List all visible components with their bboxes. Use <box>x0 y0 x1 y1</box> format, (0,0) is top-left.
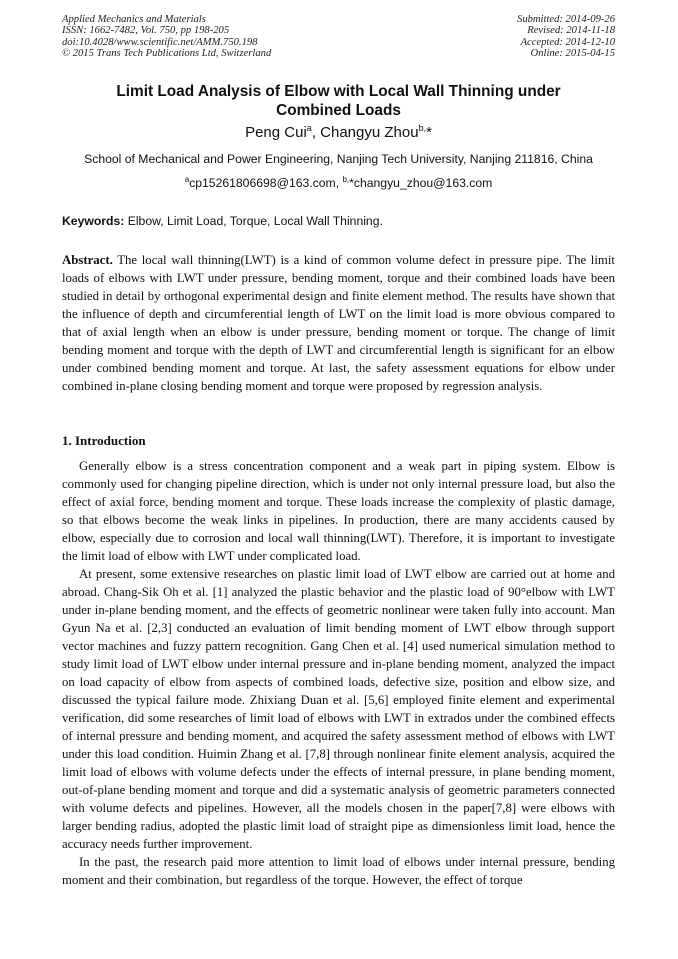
section-heading-introduction: 1. Introduction <box>62 433 146 448</box>
copyright-line: © 2015 Trans Tech Publications Ltd, Switzerland <box>62 48 272 60</box>
abstract <box>62 251 615 395</box>
body-paragraph: In the past, the research paid more attention to limit load of elbows under internal pressure, bending moment and their combination, but regardless of the torque. However, the effect of torque <box>62 855 615 887</box>
online-date: Online: 2015-04-15 <box>530 48 615 60</box>
email-1: cp15261806698@163.com, <box>189 176 343 190</box>
introduction-body <box>62 457 615 889</box>
submitted-date: Submitted: 2014-09-26 <box>517 14 615 25</box>
accepted-date: Accepted: 2014-12-10 <box>520 36 615 48</box>
corresponding-mark: * <box>426 124 432 141</box>
keywords-text: Elbow, Limit Load, Torque, Local Wall Thinning. <box>124 214 383 228</box>
author-list <box>62 124 615 142</box>
revised-date: Revised: 2014-11-18 <box>527 25 615 37</box>
keywords-label: Keywords: <box>62 214 125 228</box>
email-1-mark: a <box>184 175 190 184</box>
issn-line: ISSN: 1662-7482, Vol. 750, pp 198-205 <box>62 25 230 37</box>
author-2-affil-mark: b, <box>418 123 427 133</box>
author-1: Peng Cui <box>245 124 307 141</box>
author-1-affil-mark: a <box>306 123 312 133</box>
author-separator: , <box>311 124 321 141</box>
title-line-1: Limit Load Analysis of Elbow with Local Wall Thinning under <box>116 83 561 100</box>
affiliation: School of Mechanical and Power Engineering, Nanjing Tech University, Nanjing 211816, China <box>84 152 593 166</box>
email-line <box>62 176 615 191</box>
email-2: *changyu_zhou@163.com <box>349 176 493 190</box>
abstract-text: The local wall thinning(LWT) is a kind of common volume defect in pressure pipe. The limit loads of elbows with LWT under pressure, bending moment, torque and their combined loads have been studied in detail by orthogonal experimental design and finite element method. The results have shown that the influence of depth and circumferential length of LWT on the limit load is more obvious compared to that of axial length when an elbow is under pressure, bending moment or torque. The change of limit bending moment and torque with the depth of LWT and circumferential length is significant for an elbow under combined bending moment and torque. At last, the safety assessment equations for elbow under combined in-plane closing bending moment and torque were proposed by regression analysis. <box>62 253 615 393</box>
journal-info <box>62 14 271 60</box>
submission-dates <box>517 14 615 60</box>
email-2-mark: b, <box>342 175 350 184</box>
abstract-label: Abstract. <box>62 253 113 267</box>
body-paragraph: At present, some extensive researches on plastic limit load of LWT elbow are carried out at home and abroad. Chang-Sik Oh et al. [1] analyzed the plastic behavior and the plastic load of 90°elbow with LWT under in-plane bending moment, and the effects of geometric nonlinear were taken fully into account. Man Gyun Na et al. [2,3] conducted an evaluation of limit bending moment of LWT elbow through support vector machines and fuzzy pattern recognition. Gang Chen et al. [4] used numerical simulation method to study limit load of LWT elbow under internal pressure and in-plane bending moment, analyzed the impact on load capacity of elbow from aspects of combined loads, defective size, position and elbow size, and discussed the typical failure mode. Zhixiang Duan et al. [5,6] employed finite element and experimental verification, did some researches of limit load of elbows with LWT in extrados under the combined effects of internal pressure and bending moment, and acquired the safety assessment method of elbows with LWT under this load condition. Huimin Zhang et al. [7,8] through nonlinear finite element analysis, acquired the limit load of elbows with volume defects under the effects of internal pressure, in plane bending moment, out-of-plane bending moment and torque and did a systematic analysis of geometric parameters connected with volume defects and pipelines. However, all the models chosen in the paper[7,8] were elbows with larger bending radius, adopted the plastic limit load of straight pipe as dimensionless limit load, hence the accuracy needs further improvement. <box>62 567 615 851</box>
keywords <box>62 214 615 229</box>
body-paragraph: Generally elbow is a stress concentration component and a weak part in piping system. Elbow is commonly used for changing pipeline direction, which is under not only internal pressure load, but also the effect of axial force, bending moment and torque. These loads increase the complexity of plastic damage, so that elbows become the weak links in pipelines. In production, there are many accidents caused by elbow, especially due to corrosion and local wall thinning(LWT). Therefore, it is important to investigate the limit load of elbow with LWT under complicated load. <box>62 459 615 563</box>
doi-line: doi:10.4028/www.scientific.net/AMM.750.198 <box>62 36 258 48</box>
title-line-2: Combined Loads <box>276 102 401 119</box>
paper-title <box>62 82 615 120</box>
author-2: Changyu Zhou <box>320 124 419 141</box>
journal-name: Applied Mechanics and Materials <box>62 14 206 25</box>
